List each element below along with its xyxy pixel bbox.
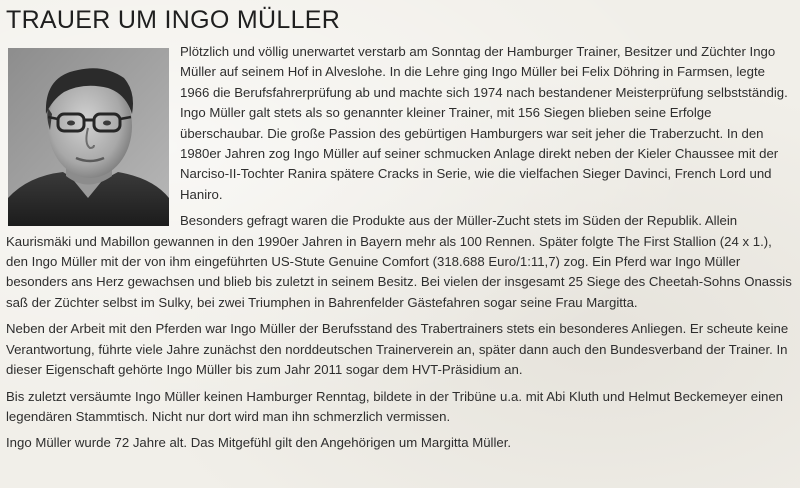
article-paragraph: Bis zuletzt versäumte Ingo Müller keinen Hamburger Renntag, bildete in der Tribüne u.a. mit Abi Kluth und Helmut Beckemeyer einen legendären Stammtisch. Nicht nur dort wird man ihn schmerzlich vermissen. bbox=[6, 388, 783, 424]
article-paragraph: Ingo Müller wurde 72 Jahre alt. Das Mitgefühl gilt den Angehörigen um Margitta Müller. bbox=[6, 435, 512, 451]
article-paragraph: Plötzlich und völlig unerwartet verstarb am Sonntag der Hamburger Trainer, Besitzer und Züchter Ingo Müller auf seinem Hof in Alveslohe. In die Lehre ging Ingo Müller bei Felix Döhring in Farmsen, legte 1966 die Berufsfahrerprüfung ab und machte sich 1974 nach bestandener Meisterprüfung selbstständig. Ingo Müller galt stets als so genannter kleiner Trainer, mit 156 Siegen blieben seine Erfolge überschaubar. Die große Passion des gebürtigen Hamburgers war seit jeher die Traberzucht. In den 1980er Jahren zog Ingo Müller auf seiner schmucken Anlage direkt neben der Kieler Chaussee mit der Narciso-II-Tochter Ranira spätere Cracks in Serie, wie die vielfachen Sieger Davinci, French Lord und Haniro. bbox=[180, 44, 788, 202]
page-title: TRAUER UM INGO MÜLLER bbox=[6, 6, 341, 34]
article-paragraph: Besonders gefragt waren die Produkte aus der Müller-Zucht stets im Süden der Republik. Allein Kaurismäki und Mabillon gewannen in den 1990er Jahren in Bayern mehr als 100 Rennen. Später folgte The First Stallion (24 x 1.), den Ingo Müller mit der von ihm eingeführten US-Stute Genuine Comfort (318.688 Euro/1:11,7) zog. Ein Pferd war Ingo Müller besonders ans Herz gewachsen und blieb bis zuletzt in seinem Besitz. Bei vielen der insgesamt 25 Siege des Cheetah-Sohns Onassis saß der Züchter selbst im Sulky, bei zwei Triumphen in Bahrenfelder Gästefahren sogar seine Frau Margitta. bbox=[6, 213, 792, 310]
portrait-photo bbox=[8, 48, 169, 226]
portrait-image bbox=[8, 48, 169, 226]
article-paragraph: Neben der Arbeit mit den Pferden war Ingo Müller der Berufsstand des Trabertrainers stets ein besonderes Anliegen. Er scheute keine Verantwortung, führte viele Jahre zunächst den norddeutschen Trainerverein an, später dann auch den Bundesverband der Trainer. In dieser Eigenschaft gehörte Ingo Müller bis zum Jahr 2011 sogar dem HVT-Präsidium an. bbox=[6, 321, 789, 378]
